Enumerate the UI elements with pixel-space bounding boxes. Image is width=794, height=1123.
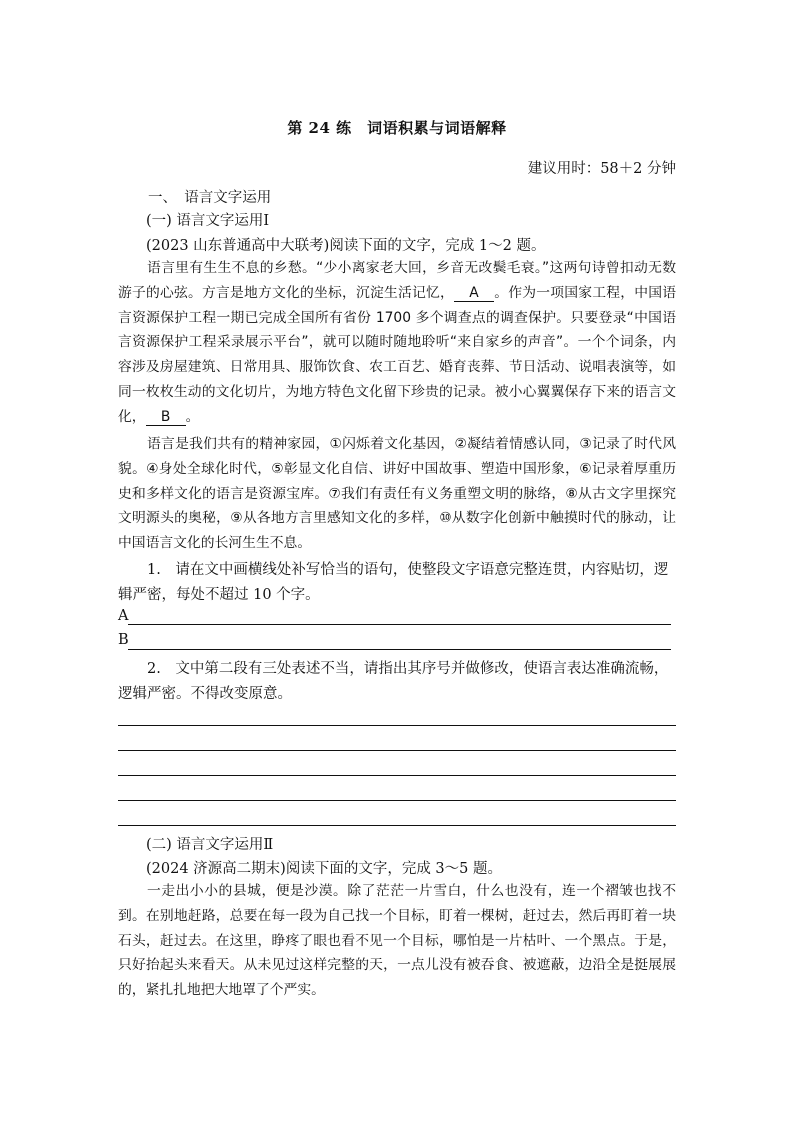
answer-line-3[interactable] (118, 775, 676, 776)
answer-line-5[interactable] (118, 825, 676, 826)
blank-b: B (146, 409, 186, 426)
answer-label-a: A (118, 608, 129, 624)
passage-paragraph-1 (118, 256, 676, 430)
subsection-heading-2: (二) 语言文字运用Ⅱ (146, 837, 274, 853)
passage-paragraph-2: 语言是我们共有的精神家园，①闪烁着文化基因，②凝结着情感认同，③记录了时代风貌。④身处全球化时代，⑤彰显文化自信、讲好中国故事、塑造中国形象，⑥记录着厚重历史和多样文化的语言是资源宝库。⑦我们有责任有义务重塑文明的脉络，⑧从古文字里探究文明源头的奥秘，⑨从各地方言里感知文化的多样，⑩从数字化创新中触摸时代的脉动，让中国语言文化的长河生生不息。 (118, 436, 676, 552)
page-title: 第 24 练 词语积累与词语解释 (287, 119, 507, 137)
answer-line-1[interactable] (118, 725, 676, 726)
answer-line-b[interactable] (128, 649, 671, 650)
passage-paragraph-3: 一走出小小的县城，便是沙漠。除了茫茫一片雪白，什么也没有，连一个褶皱也找不到。在别地赶路，总要在每一段为自己找一个目标，盯着一棵树，赶过去，然后再盯着一块石头，赶过去。在这里，睁疼了眼也看不见一个目标，哪怕是一片枯叶、一个黑点。于是，只好抬起头来看天。从未见过这样完整的天，一点儿没有被吞食、被遮蔽，边沿全是挺展展的，紧扎扎地把大地罩了个严实。 (118, 883, 676, 999)
answer-line-4[interactable] (118, 800, 676, 801)
passage-text: 语言里有生生不息的乡愁。“少小离家老大回，乡音无改鬓毛衰。”这两句诗曾扣动无数游子的心弦。方言是地方文化的坐标，沉淀生活记忆， (118, 260, 676, 301)
blank-a: A (454, 285, 494, 302)
passage-text: 。作为一项国家工程，中国语言资源保护工程一期已完成全国所有省份 1700 多个调查点的调查保护。只要登录“中国语言资源保护工程采录展示平台”，就可以随时随地聆听“来自家乡的声音”。一个个词条，内容涉及房屋建筑、日常用具、服饰饮食、农工百艺、婚育丧葬、节日活动、说唱表演等，如同一枚枚生动的文化切片，为地方特色文化留下珍贵的记录。被小心翼翼保存下来的语言文化， (118, 284, 676, 425)
answer-label-b: B (118, 632, 129, 648)
subsection-heading-1: (一) 语言文字运用Ⅰ (146, 213, 270, 229)
question-2: 2. 文中第二段有三处表述不当，请指出其序号并做修改，使语言表达准确流畅，逻辑严密。不得改变原意。 (118, 661, 669, 702)
suggested-time: 建议用时：58＋2 分钟 (527, 161, 676, 177)
section-heading: 一、 语言文字运用 (148, 190, 272, 206)
source-note-1: (2023 山东普通高中大联考)阅读下面的文字，完成 1～2 题。 (146, 238, 546, 254)
answer-line-a[interactable] (128, 624, 671, 625)
source-note-2: (2024 济源高二期末)阅读下面的文字，完成 3～5 题。 (146, 861, 502, 877)
answer-line-2[interactable] (118, 750, 676, 751)
passage-text: 。 (185, 408, 200, 425)
question-1: 1. 请在文中画横线处补写恰当的语句，使整段文字语意完整连贯，内容贴切，逻辑严密，每处不超过 10 个字。 (118, 562, 669, 603)
